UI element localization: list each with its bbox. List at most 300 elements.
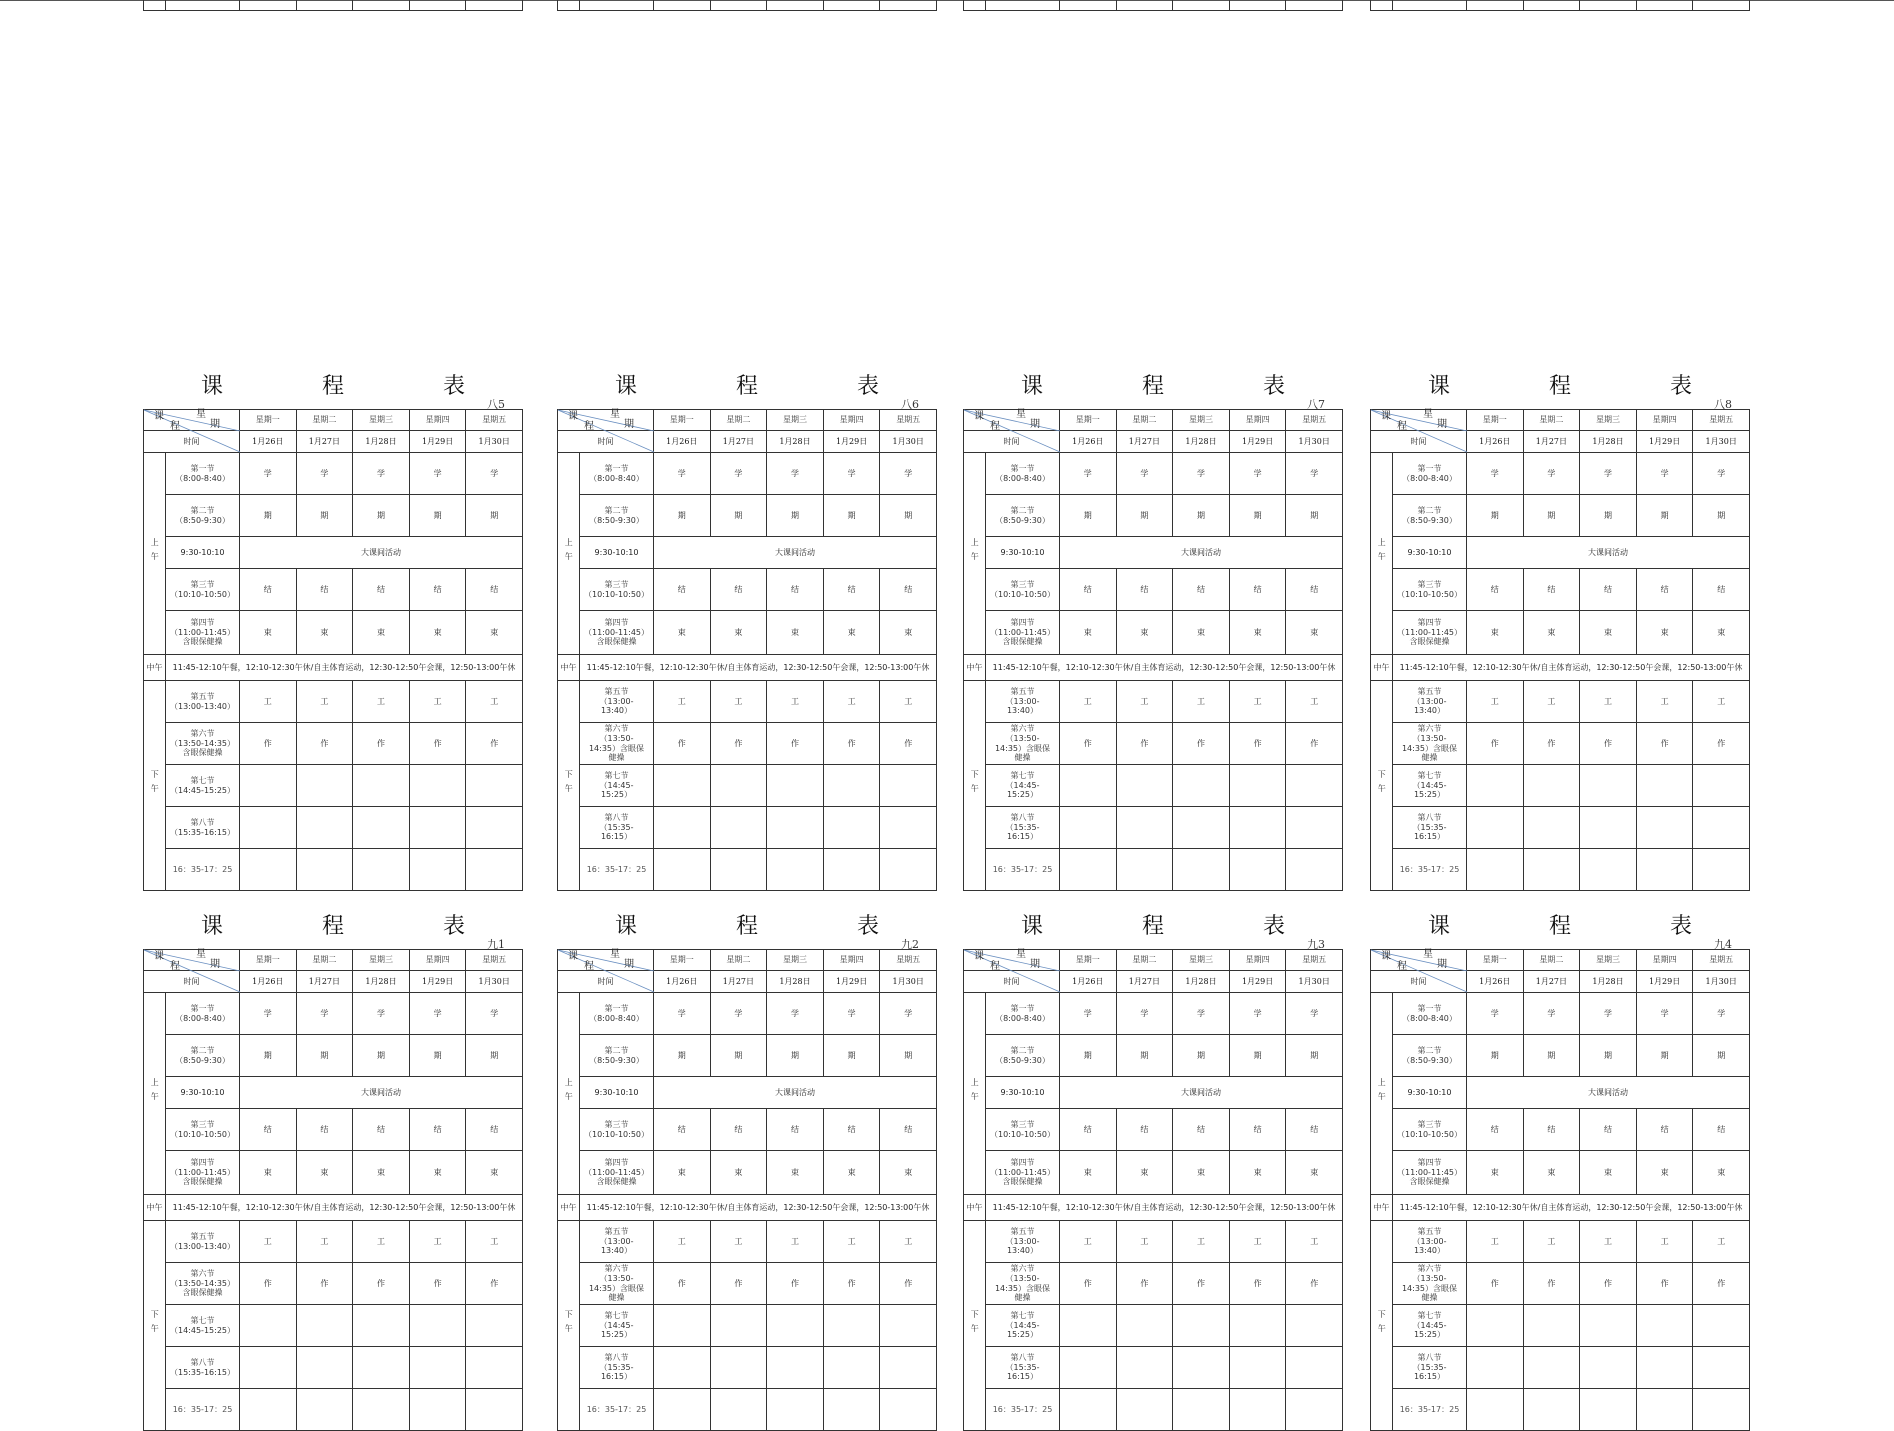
cell-p3-day1: 结 (1467, 1109, 1524, 1151)
header-row-weekdays (144, 950, 523, 971)
table-row-break (1371, 1077, 1750, 1109)
cell-p7-day1 (654, 765, 711, 807)
table-clip (963, 949, 1344, 1414)
cell-p6-day2: 作 (296, 723, 353, 765)
session-noon: 中午 (144, 1195, 166, 1221)
cell-p3-day3: 结 (1173, 569, 1230, 611)
cell-p3-day1: 结 (654, 569, 711, 611)
header-cheng: 程 (990, 421, 1000, 432)
slot-label-p6: 第六节 （13:50- 14:35）含眼保 健操 (1393, 723, 1467, 765)
cell-p2-day5: 期 (880, 495, 937, 537)
timetable (143, 949, 523, 1431)
cell-p1-day1: 学 (1060, 993, 1117, 1035)
date-header: 1月30日 (466, 971, 523, 993)
date-header: 1月28日 (353, 431, 410, 453)
timetable-card (963, 374, 1343, 891)
cell-p8-day2 (710, 807, 767, 849)
cell-p5-day5: 工 (1286, 681, 1343, 723)
session-morning-label: 上午 (970, 1078, 980, 1107)
cell-p3-day1: 结 (654, 1109, 711, 1151)
slot-label-p4: 第四节 （11:00-11:45） 含眼保健操 (166, 611, 240, 655)
cell-p5-day2: 工 (1523, 681, 1580, 723)
cell-p5-day3: 工 (353, 1221, 410, 1263)
cell-p1-day2: 学 (296, 453, 353, 495)
cell-p7-day4 (823, 765, 880, 807)
card-title: 课 程 表 (1428, 374, 1738, 399)
cell-p6-day1: 作 (1467, 723, 1524, 765)
cell-after-day2 (1523, 1389, 1580, 1431)
cell-p3-day5: 结 (880, 1109, 937, 1151)
header-xing: 星 (1423, 949, 1433, 960)
cell-p3-day4: 结 (409, 569, 466, 611)
weekday-header: 星期一 (1060, 950, 1117, 971)
cell-p7-day4 (1229, 765, 1286, 807)
header-row-weekdays (558, 950, 937, 971)
cell-p6-day5: 作 (1693, 723, 1750, 765)
table-row-p7 (558, 1305, 937, 1347)
diagonal-header-cell (144, 410, 240, 431)
cell-p4-day4: 束 (1636, 611, 1693, 655)
cell-p7-day1 (1060, 765, 1117, 807)
table-row-noon (558, 1195, 937, 1221)
table-row-p5 (144, 1221, 523, 1263)
session-afternoon (964, 681, 986, 891)
date-header: 1月28日 (1173, 971, 1230, 993)
header-cheng: 程 (584, 961, 594, 972)
table-row-p5 (1371, 681, 1750, 723)
slot-label-p8: 第八节 （15:35-16:15） (166, 1347, 240, 1389)
class-code: 八8 (1714, 398, 1732, 411)
cell-p3-day4: 结 (823, 1109, 880, 1151)
timetable (557, 409, 937, 891)
cell-p4-day3: 束 (1173, 611, 1230, 655)
session-afternoon (1371, 1221, 1393, 1431)
cell-p5-day1: 工 (1467, 681, 1524, 723)
cell-p1-day1: 学 (654, 993, 711, 1035)
cell-p5-day2: 工 (710, 1221, 767, 1263)
cell-after-day1 (240, 849, 297, 891)
cell-p3-day4: 结 (1636, 569, 1693, 611)
cell-p6-day5: 作 (880, 1263, 937, 1305)
cell-p2-day4: 期 (1636, 495, 1693, 537)
weekday-header: 星期一 (1467, 950, 1524, 971)
cell-p5-day3: 工 (767, 681, 824, 723)
cell-p2-day2: 期 (1523, 1035, 1580, 1077)
slot-label-p3: 第三节 （10:10-10:50） (580, 1109, 654, 1151)
card-title: 课 程 表 (201, 914, 511, 939)
cell-p5-day4: 工 (1636, 1221, 1693, 1263)
cell-after-day2 (1523, 0, 1580, 11)
timetable-card (557, 374, 937, 891)
slot-label-p4: 第四节 （11:00-11:45） 含眼保健操 (580, 1151, 654, 1195)
cell-p4-day1: 束 (654, 611, 711, 655)
cell-p7-day4 (409, 1305, 466, 1347)
date-header: 1月28日 (1173, 431, 1230, 453)
break-activity: 大课间活动 (654, 537, 937, 569)
cell-p4-day1: 束 (1467, 611, 1524, 655)
cell-after-day5 (1286, 1389, 1343, 1431)
date-header: 1月29日 (1229, 431, 1286, 453)
cell-p2-day4: 期 (1636, 1035, 1693, 1077)
cell-p7-day3 (353, 1305, 410, 1347)
session-morning-label: 上午 (1377, 538, 1387, 567)
table-row-p7 (964, 1305, 1343, 1347)
table-row-p3 (964, 569, 1343, 611)
session-noon: 中午 (558, 1195, 580, 1221)
break-activity: 大课间活动 (654, 1077, 937, 1109)
cell-p6-day5: 作 (466, 723, 523, 765)
table-row-p3 (1371, 1109, 1750, 1151)
cell-p8-day5 (880, 807, 937, 849)
cell-p6-day3: 作 (1580, 1263, 1637, 1305)
session-noon: 中午 (144, 655, 166, 681)
slot-label-p6: 第六节 （13:50- 14:35）含眼保 健操 (1393, 1263, 1467, 1305)
cell-p3-day4: 结 (823, 569, 880, 611)
timetable (557, 949, 937, 1431)
weekday-header: 星期五 (1286, 410, 1343, 431)
cell-p8-day5 (1286, 1347, 1343, 1389)
header-qi: 期 (1437, 419, 1447, 430)
table-row-p3 (144, 1109, 523, 1151)
cell-p7-day1 (654, 1305, 711, 1347)
cell-after-day2 (1116, 0, 1173, 11)
date-header: 1月27日 (1523, 431, 1580, 453)
slot-label-p1: 第一节 （8:00-8:40） (1393, 453, 1467, 495)
cell-p1-day4: 学 (823, 453, 880, 495)
break-activity: 大课间活动 (1467, 537, 1750, 569)
cell-p1-day2: 学 (1116, 993, 1173, 1035)
cell-p3-day1: 结 (240, 569, 297, 611)
cell-p2-day1: 期 (240, 495, 297, 537)
cell-p3-day2: 结 (1116, 569, 1173, 611)
card-title: 课 程 表 (615, 914, 925, 939)
noon-schedule: 11:45-12:10午餐，12:10-12:30午休/自主体育运动，12:30-12:50午会课，12:50-13:00午休 (986, 655, 1343, 681)
date-header: 1月28日 (767, 431, 824, 453)
table-row-p7 (144, 1305, 523, 1347)
cell-p2-day4: 期 (823, 1035, 880, 1077)
weekday-header: 星期四 (1636, 950, 1693, 971)
cell-after-day4 (409, 849, 466, 891)
cell-p4-day2: 束 (1523, 611, 1580, 655)
cell-p4-day1: 束 (654, 1151, 711, 1195)
timetable-card (963, 0, 1343, 11)
cell-after-day5 (466, 849, 523, 891)
cell-p2-day5: 期 (466, 495, 523, 537)
cell-p1-day5: 学 (880, 993, 937, 1035)
session-morning (144, 453, 166, 655)
timetable (963, 409, 1343, 891)
cell-p5-day3: 工 (1580, 681, 1637, 723)
date-header: 1月28日 (767, 971, 824, 993)
cell-p7-day3 (1173, 765, 1230, 807)
cell-p8-day3 (767, 807, 824, 849)
table-row-noon (964, 1195, 1343, 1221)
header-row-weekdays (144, 410, 523, 431)
cell-p6-day4: 作 (1636, 1263, 1693, 1305)
cell-p1-day2: 学 (296, 993, 353, 1035)
cell-p2-day4: 期 (409, 495, 466, 537)
header-ke: 课 (154, 411, 164, 422)
weekday-header: 星期二 (1523, 410, 1580, 431)
header-time-label: 时间 (558, 431, 654, 453)
cell-p4-day3: 束 (767, 611, 824, 655)
table-row-p1 (1371, 993, 1750, 1035)
cell-p6-day2: 作 (1116, 1263, 1173, 1305)
cell-p7-day3 (1173, 1305, 1230, 1347)
cell-p1-day1: 学 (1467, 453, 1524, 495)
cell-p2-day3: 期 (767, 495, 824, 537)
session-morning (1371, 453, 1393, 655)
cell-p5-day1: 工 (1060, 1221, 1117, 1263)
cell-p5-day1: 工 (240, 681, 297, 723)
slot-label-p7: 第七节 （14:45- 15:25） (1393, 765, 1467, 807)
cell-p6-day4: 作 (823, 1263, 880, 1305)
cell-p7-day4 (409, 765, 466, 807)
cell-p8-day2 (710, 1347, 767, 1389)
cell-after-day5 (880, 0, 937, 11)
cell-p4-day2: 束 (1116, 1151, 1173, 1195)
cell-p1-day1: 学 (1467, 993, 1524, 1035)
cell-p3-day5: 结 (466, 569, 523, 611)
cell-after-day1 (240, 1389, 297, 1431)
break-time: 9:30-10:10 (580, 1077, 654, 1109)
session-morning-label: 上午 (970, 538, 980, 567)
cell-after-day2 (296, 0, 353, 11)
table-row-p7 (1371, 1305, 1750, 1347)
cell-p2-day1: 期 (1467, 1035, 1524, 1077)
cell-after-day1 (654, 1389, 711, 1431)
cell-p7-day2 (296, 765, 353, 807)
date-header: 1月28日 (353, 971, 410, 993)
table-row-after (144, 1389, 523, 1431)
class-code: 八7 (1307, 398, 1325, 411)
cell-p3-day2: 结 (710, 1109, 767, 1151)
cell-p3-day3: 结 (1580, 569, 1637, 611)
break-activity: 大课间活动 (1060, 537, 1343, 569)
diagonal-header-cell (558, 950, 654, 971)
diagonal-header-cell (1371, 410, 1467, 431)
table-row-p6 (144, 1263, 523, 1305)
cell-after-day1 (654, 849, 711, 891)
cell-p6-day5: 作 (1286, 723, 1343, 765)
cell-p1-day1: 学 (240, 453, 297, 495)
table-row-after (1371, 1389, 1750, 1431)
cell-after-day5 (466, 0, 523, 11)
cell-p8-day4 (823, 1347, 880, 1389)
timetable-card (143, 374, 523, 891)
cell-p1-day4: 学 (409, 993, 466, 1035)
header-xing: 星 (1423, 409, 1433, 420)
cell-p2-day5: 期 (1286, 495, 1343, 537)
slot-label-p3: 第三节 （10:10-10:50） (166, 569, 240, 611)
timetable-card (143, 914, 523, 1414)
header-cheng: 程 (170, 421, 180, 432)
weekday-header: 星期一 (240, 410, 297, 431)
cell-p3-day5: 结 (880, 569, 937, 611)
weekday-header: 星期三 (1173, 410, 1230, 431)
cell-p7-day3 (1580, 1305, 1637, 1347)
session-morning (144, 993, 166, 1195)
cell-after-day3 (767, 0, 824, 11)
slot-label-p3: 第三节 （10:10-10:50） (1393, 569, 1467, 611)
date-header: 1月27日 (296, 431, 353, 453)
cell-p8-day1 (1060, 1347, 1117, 1389)
cell-p4-day5: 束 (880, 1151, 937, 1195)
timetable (1370, 409, 1750, 891)
header-xing: 星 (610, 949, 620, 960)
cell-p4-day5: 束 (1286, 1151, 1343, 1195)
timetable (143, 0, 523, 11)
cell-p7-day3 (767, 765, 824, 807)
header-row-weekdays (1371, 950, 1750, 971)
header-cheng: 程 (1397, 421, 1407, 432)
cell-after-day2 (1523, 849, 1580, 891)
table-row-p8 (144, 807, 523, 849)
break-activity: 大课间活动 (240, 537, 523, 569)
cell-p4-day4: 束 (1636, 1151, 1693, 1195)
cell-p6-day4: 作 (409, 723, 466, 765)
cell-p6-day5: 作 (466, 1263, 523, 1305)
cell-p3-day3: 结 (353, 1109, 410, 1151)
cell-p1-day4: 学 (409, 453, 466, 495)
header-row-weekdays (1371, 410, 1750, 431)
weekday-header: 星期三 (353, 950, 410, 971)
table-row-p2 (144, 495, 523, 537)
cell-after-day2 (1116, 849, 1173, 891)
cell-p2-day3: 期 (1580, 1035, 1637, 1077)
after-class-time: 16：35-17：25 (1393, 849, 1467, 891)
table-row-p4 (964, 611, 1343, 655)
cell-p8-day2 (296, 1347, 353, 1389)
cell-p6-day3: 作 (1580, 723, 1637, 765)
cell-p1-day4: 学 (1636, 453, 1693, 495)
slot-label-p6: 第六节 （13:50-14:35） 含眼保健操 (166, 1263, 240, 1305)
weekday-header: 星期三 (1580, 950, 1637, 971)
date-header: 1月29日 (1636, 431, 1693, 453)
cell-after-day2 (710, 0, 767, 11)
table-row-after (964, 849, 1343, 891)
cell-p3-day1: 结 (1060, 1109, 1117, 1151)
break-time: 9:30-10:10 (1393, 1077, 1467, 1109)
cell-p2-day2: 期 (710, 1035, 767, 1077)
cell-after-day4 (1229, 1389, 1286, 1431)
cell-p3-day1: 结 (240, 1109, 297, 1151)
card-title: 课 程 表 (615, 374, 925, 399)
diagonal-header-cell (558, 410, 654, 431)
cell-after-day3 (353, 1389, 410, 1431)
cell-p3-day3: 结 (767, 1109, 824, 1151)
cell-after-day4 (823, 849, 880, 891)
cell-p1-day5: 学 (1693, 453, 1750, 495)
timetable (557, 0, 937, 11)
table-row-p4 (558, 611, 937, 655)
cell-p6-day5: 作 (1286, 1263, 1343, 1305)
session-afternoon (964, 1221, 986, 1431)
cell-p4-day2: 束 (710, 611, 767, 655)
cell-p3-day2: 结 (296, 569, 353, 611)
cell-p1-day5: 学 (1286, 453, 1343, 495)
cell-after-day1 (240, 0, 297, 11)
table-row-p8 (964, 807, 1343, 849)
date-header: 1月26日 (1467, 971, 1524, 993)
header-qi: 期 (1030, 959, 1040, 970)
slot-label-p1: 第一节 （8:00-8:40） (166, 993, 240, 1035)
cell-p2-day4: 期 (409, 1035, 466, 1077)
cell-p1-day3: 学 (1173, 993, 1230, 1035)
cell-p6-day3: 作 (1173, 1263, 1230, 1305)
cell-after-day4 (1229, 849, 1286, 891)
cell-p4-day1: 束 (1467, 1151, 1524, 1195)
cell-p4-day4: 束 (409, 611, 466, 655)
table-row-break (1371, 537, 1750, 569)
cell-p8-day2 (1116, 1347, 1173, 1389)
cell-p5-day2: 工 (710, 681, 767, 723)
cell-p5-day3: 工 (1580, 1221, 1637, 1263)
date-header: 1月30日 (1286, 431, 1343, 453)
slot-label-p1: 第一节 （8:00-8:40） (166, 453, 240, 495)
cell-p4-day1: 束 (240, 611, 297, 655)
table-row-p6 (144, 723, 523, 765)
slot-label-p4: 第四节 （11:00-11:45） 含眼保健操 (986, 611, 1060, 655)
cell-p2-day3: 期 (1580, 495, 1637, 537)
session-afternoon (558, 681, 580, 891)
cell-after-day2 (710, 1389, 767, 1431)
cell-p8-day3 (353, 1347, 410, 1389)
timetable-card (1370, 0, 1750, 11)
table-row-p7 (558, 765, 937, 807)
slot-label-p5: 第五节 （13:00- 13:40） (580, 1221, 654, 1263)
table-row-p4 (144, 1151, 523, 1195)
table-row-p5 (1371, 1221, 1750, 1263)
header-qi: 期 (1437, 959, 1447, 970)
cell-p3-day4: 结 (409, 1109, 466, 1151)
cell-after-day4 (823, 1389, 880, 1431)
cell-p5-day1: 工 (654, 1221, 711, 1263)
date-header: 1月26日 (1467, 431, 1524, 453)
cell-p5-day5: 工 (880, 681, 937, 723)
cell-p6-day2: 作 (1523, 1263, 1580, 1305)
diagonal-header-cell (964, 410, 1060, 431)
slot-label-p7: 第七节 （14:45- 15:25） (580, 1305, 654, 1347)
timetable-card (1370, 374, 1750, 891)
cell-p1-day4: 学 (1229, 993, 1286, 1035)
cell-p8-day1 (1467, 1347, 1524, 1389)
cell-p8-day5 (466, 1347, 523, 1389)
cell-p3-day1: 结 (1467, 569, 1524, 611)
cell-p1-day3: 学 (1580, 993, 1637, 1035)
weekday-header: 星期二 (710, 410, 767, 431)
cell-after-day4 (823, 0, 880, 11)
noon-schedule: 11:45-12:10午餐，12:10-12:30午休/自主体育运动，12:30-12:50午会课，12:50-13:00午休 (580, 655, 937, 681)
noon-schedule: 11:45-12:10午餐，12:10-12:30午休/自主体育运动，12:30-12:50午会课，12:50-13:00午休 (580, 1195, 937, 1221)
cell-p2-day2: 期 (296, 495, 353, 537)
table-row-p2 (1371, 1035, 1750, 1077)
weekday-header: 星期五 (466, 410, 523, 431)
diagonal-header-cell (1371, 950, 1467, 971)
cell-p8-day4 (409, 1347, 466, 1389)
cell-p2-day5: 期 (1286, 1035, 1343, 1077)
slot-label-p5: 第五节 （13:00- 13:40） (986, 1221, 1060, 1263)
timetable (1370, 0, 1750, 11)
date-header: 1月27日 (296, 971, 353, 993)
session-morning-label: 上午 (564, 538, 574, 567)
slot-label-p1: 第一节 （8:00-8:40） (1393, 993, 1467, 1035)
date-header: 1月27日 (1116, 431, 1173, 453)
cell-after-day4 (409, 1389, 466, 1431)
cell-p7-day4 (823, 1305, 880, 1347)
class-code: 八5 (487, 398, 505, 411)
table-row-p1 (1371, 453, 1750, 495)
